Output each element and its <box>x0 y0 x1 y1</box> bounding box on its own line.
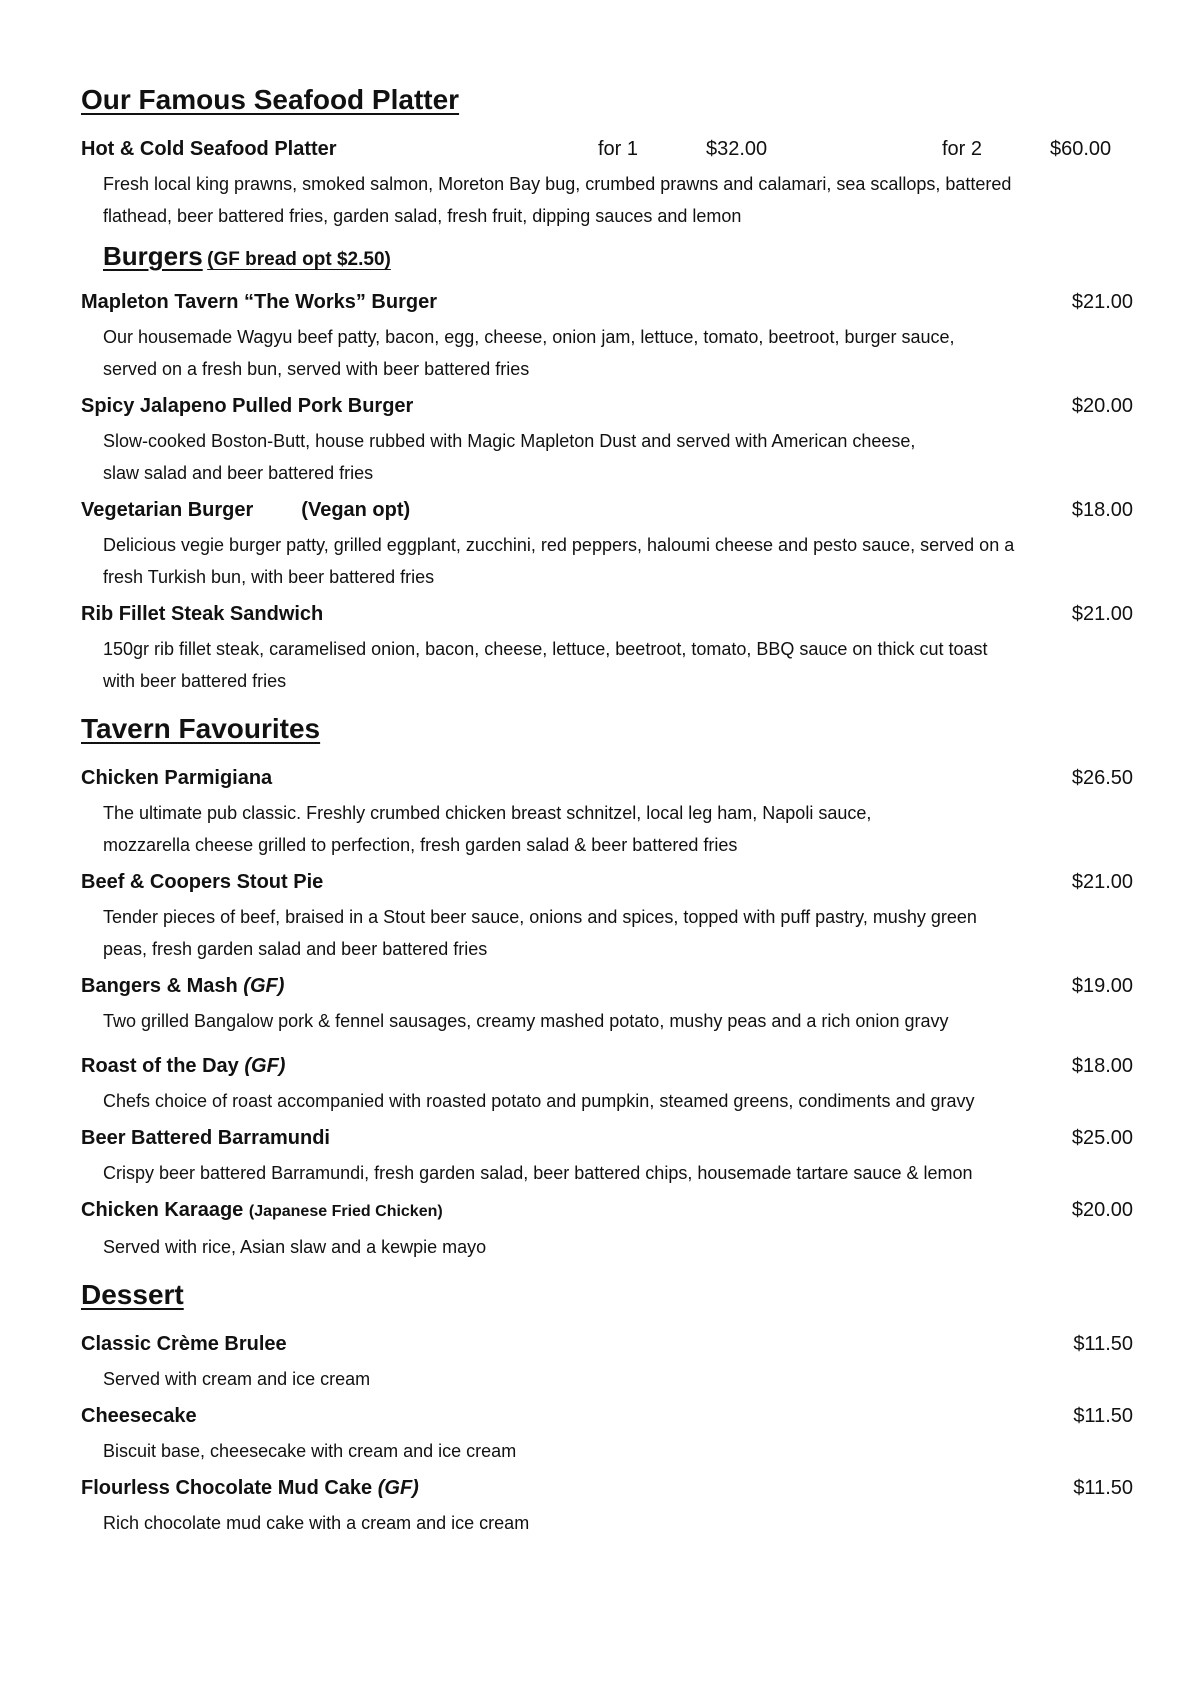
description-line: with beer battered fries <box>103 671 287 691</box>
item-name: Flourless Chocolate Mud Cake <box>81 1477 373 1499</box>
item-name: Classic Crème Brulee <box>81 1333 287 1355</box>
item-price: $18.00 <box>1071 1055 1133 1077</box>
item-description <box>81 1507 1141 1539</box>
description-line: fresh Turkish bun, with beer battered fries <box>103 567 435 587</box>
description-line: The ultimate pub classic. Freshly crumbed chicken breast schnitzel, local leg ham, Napoli sauce, <box>103 803 872 823</box>
description-line: slaw salad and beer battered fries <box>103 463 374 483</box>
menu-item-cheesecake <box>81 1397 1141 1435</box>
description-line: Served with rice, Asian slaw and a kewpie mayo <box>103 1237 487 1257</box>
item-name: Roast of the Day <box>81 1055 239 1077</box>
item-description <box>81 901 1141 965</box>
menu-item-bangers-mash <box>81 967 1141 1005</box>
menu-item-mud-cake <box>81 1469 1141 1507</box>
description-line: Served with cream and ice cream <box>103 1369 371 1389</box>
item-price: $11.50 <box>1073 1477 1133 1499</box>
item-name-group <box>81 1047 285 1085</box>
item-price: $21.00 <box>1071 871 1133 893</box>
description-line: 150gr rib fillet steak, caramelised onion, bacon, cheese, lettuce, beetroot, tomato, BBQ sauce on thick cut toast <box>103 639 988 659</box>
item-description <box>81 168 1141 232</box>
menu-item-barramundi <box>81 1119 1141 1157</box>
item-price: $21.00 <box>1071 603 1133 625</box>
menu-item-steak-sandwich <box>81 595 1141 633</box>
item-price: $19.00 <box>1071 975 1133 997</box>
price-for-2: $60.00 <box>1050 138 1112 160</box>
description-line: Rich chocolate mud cake with a cream and ice cream <box>103 1513 530 1533</box>
item-name: Vegetarian Burger <box>81 499 254 521</box>
item-description <box>81 425 1141 489</box>
item-description <box>81 1085 1141 1117</box>
item-description <box>81 1363 1141 1395</box>
item-name: Beef & Coopers Stout Pie <box>81 871 324 893</box>
description-line: Slow-cooked Boston-Butt, house rubbed with Magic Mapleton Dust and served with American cheese, <box>103 431 916 451</box>
item-note: (Vegan opt) <box>301 499 411 521</box>
portion-label-for-1: for 1 <box>598 138 639 160</box>
section-title-dessert: Dessert <box>81 1279 184 1310</box>
item-description <box>81 1157 1141 1189</box>
item-description <box>81 1231 1141 1263</box>
item-description <box>81 1005 1141 1037</box>
item-name: Mapleton Tavern “The Works” Burger <box>81 291 437 313</box>
menu-item-chicken-parmigiana <box>81 759 1141 797</box>
item-name-group <box>81 1191 443 1231</box>
item-name: Beer Battered Barramundi <box>81 1127 330 1149</box>
description-line: Fresh local king prawns, smoked salmon, Moreton Bay bug, crumbed prawns and calamari, sea scallops, battered <box>103 174 1012 194</box>
item-price: $26.50 <box>1071 767 1133 789</box>
item-note: (GF) <box>244 1055 286 1077</box>
description-line: Crispy beer battered Barramundi, fresh garden salad, beer battered chips, housemade tartare sauce & lemon <box>103 1163 973 1183</box>
item-description <box>81 529 1141 593</box>
item-name-group <box>81 1469 419 1507</box>
burgers-subtitle: (GF bread opt $2.50) <box>207 249 391 270</box>
burgers-title: Burgers <box>103 241 203 271</box>
item-price: $11.50 <box>1073 1333 1133 1355</box>
section-title-tavern: Tavern Favourites <box>81 713 321 744</box>
item-price: $11.50 <box>1073 1405 1133 1427</box>
description-line: served on a fresh bun, served with beer battered fries <box>103 359 530 379</box>
item-price: $18.00 <box>1071 499 1133 521</box>
item-name: Bangers & Mash <box>81 975 238 997</box>
description-line: mozzarella cheese grilled to perfection, fresh garden salad & beer battered fries <box>103 835 738 855</box>
item-description <box>81 1435 1141 1467</box>
description-line: Chefs choice of roast accompanied with roasted potato and pumpkin, steamed greens, condiments and gravy <box>103 1091 975 1111</box>
item-description <box>81 797 1141 861</box>
item-price: $20.00 <box>1071 1199 1133 1221</box>
item-note: (GF) <box>377 1477 419 1499</box>
description-line: Biscuit base, cheesecake with cream and ice cream <box>103 1441 517 1461</box>
item-name-group <box>81 967 284 1005</box>
item-price: $25.00 <box>1071 1127 1133 1149</box>
item-name: Chicken Karaage <box>81 1199 244 1221</box>
menu-item-works-burger <box>81 283 1141 321</box>
portion-label-for-2: for 2 <box>942 138 983 160</box>
menu-item-vegetarian-burger <box>81 491 1141 529</box>
section-title-burgers <box>103 234 1141 283</box>
section-title-seafood: Our Famous Seafood Platter <box>81 84 460 115</box>
price-for-1: $32.00 <box>706 138 768 160</box>
item-name: Rib Fillet Steak Sandwich <box>81 603 324 625</box>
item-name: Chicken Parmigiana <box>81 767 273 789</box>
menu-item-creme-brulee <box>81 1325 1141 1363</box>
description-line: Tender pieces of beef, braised in a Stout beer sauce, onions and spices, topped with puff pastry, mushy green <box>103 907 977 927</box>
description-line: flathead, beer battered fries, garden salad, fresh fruit, dipping sauces and lemon <box>103 206 742 226</box>
menu-item-chicken-karaage <box>81 1191 1141 1231</box>
item-name: Spicy Jalapeno Pulled Pork Burger <box>81 395 414 417</box>
item-price: $20.00 <box>1071 395 1133 417</box>
menu-item-seafood-platter <box>81 130 1141 168</box>
item-description <box>81 633 1141 697</box>
menu-item-beef-stout-pie <box>81 863 1141 901</box>
menu-item-pulled-pork-burger <box>81 387 1141 425</box>
menu-content <box>81 78 1141 1541</box>
description-line: peas, fresh garden salad and beer battered fries <box>103 939 488 959</box>
description-line: Delicious vegie burger patty, grilled eggplant, zucchini, red peppers, haloumi cheese and pesto sauce, served on a <box>103 535 1015 555</box>
item-description <box>81 321 1141 385</box>
item-subtitle: (Japanese Fried Chicken) <box>248 1203 443 1220</box>
menu-item-roast-of-the-day <box>81 1047 1141 1085</box>
description-line: Our housemade Wagyu beef patty, bacon, egg, cheese, onion jam, lettuce, tomato, beetroot, burger sauce, <box>103 327 955 347</box>
item-price: $21.00 <box>1071 291 1133 313</box>
item-name: Hot & Cold Seafood Platter <box>81 138 337 160</box>
item-name: Cheesecake <box>81 1405 197 1427</box>
item-name-group <box>81 491 410 529</box>
description-line: Two grilled Bangalow pork & fennel sausages, creamy mashed potato, mushy peas and a rich onion gravy <box>103 1011 949 1031</box>
item-note: (GF) <box>243 975 285 997</box>
